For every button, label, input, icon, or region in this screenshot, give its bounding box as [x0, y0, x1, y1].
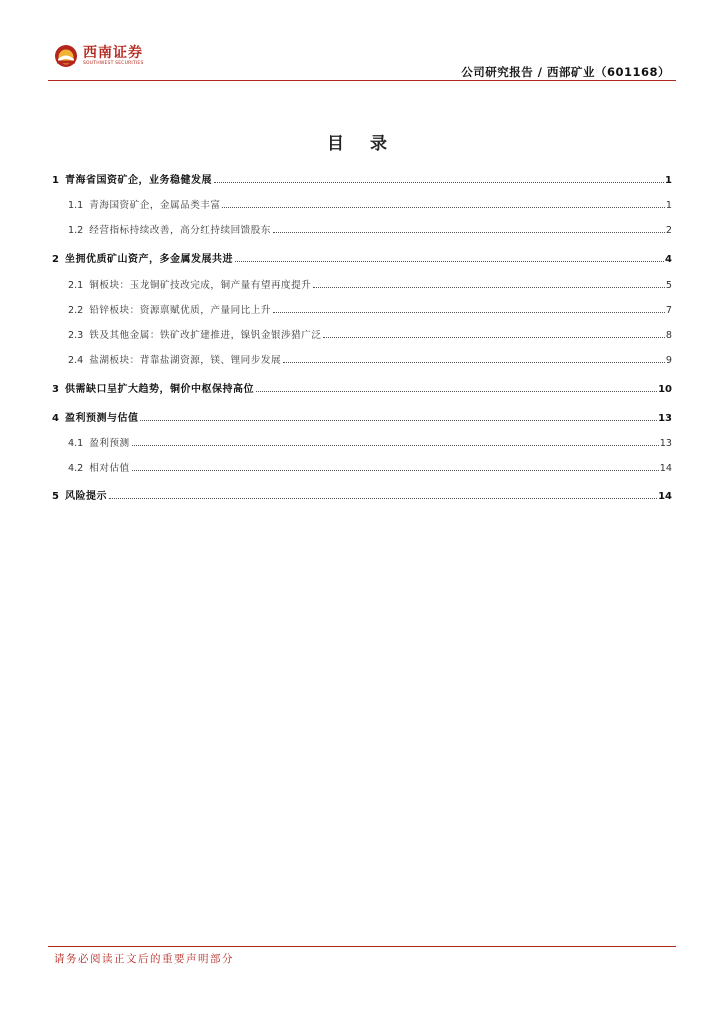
- toc-entry-number: 3: [52, 384, 59, 395]
- toc-leader-dots: [323, 336, 664, 338]
- company-logo: [54, 44, 144, 68]
- toc-entry-page: 9: [665, 355, 672, 366]
- toc-entry-page: 14: [658, 491, 672, 502]
- toc-entry[interactable]: [52, 325, 672, 341]
- toc-entry-text: 青海省国资矿企，业务稳健发展: [64, 175, 212, 186]
- toc-leader-dots: [214, 181, 664, 183]
- toc-entry[interactable]: [52, 249, 672, 265]
- toc-entry-page: 14: [659, 463, 672, 474]
- footer-disclaimer: 请务必阅读正文后的重要声明部分: [54, 953, 234, 965]
- toc-entry-text: 铜板块：玉龙铜矿技改完成，铜产量有望再度提升: [89, 280, 312, 291]
- toc-leader-dots: [222, 206, 664, 208]
- toc-entry[interactable]: [52, 408, 672, 424]
- toc-entry-number: 2: [52, 254, 59, 265]
- toc-entry-page: 13: [658, 413, 672, 424]
- toc-entry-page: 2: [665, 225, 672, 236]
- logo-english-name: SOUTHWEST SECURITIES: [83, 60, 144, 66]
- toc-entry-number: 2.3: [68, 330, 84, 341]
- page-header: [0, 0, 724, 82]
- toc-entry-page: 7: [665, 305, 672, 316]
- toc-entry-number: 4: [52, 413, 59, 424]
- toc-entry[interactable]: [52, 486, 672, 502]
- toc-entry-text: 青海国资矿企，金属品类丰富: [89, 200, 221, 211]
- toc-leader-dots: [235, 260, 664, 262]
- toc-entry-number: 1.1: [68, 200, 84, 211]
- toc-entry-text: 铅锌板块：资源禀赋优质，产量同比上升: [89, 305, 271, 316]
- toc-leader-dots: [273, 231, 665, 233]
- report-title: 公司研究报告 / 西部矿业（601168）: [461, 65, 670, 79]
- toc-leader-dots: [313, 286, 665, 288]
- logo-emblem-icon: [54, 44, 78, 68]
- toc-entry-text: 坐拥优质矿山资产，多金属发展共进: [64, 254, 233, 265]
- toc-entry-text: 风险提示: [64, 491, 107, 502]
- toc-entry-number: 1.2: [68, 225, 84, 236]
- toc-entry-number: 5: [52, 491, 59, 502]
- logo-chinese-name: 西南证券: [83, 44, 143, 61]
- toc-leader-dots: [273, 311, 665, 313]
- toc-entry-number: 2.2: [68, 305, 84, 316]
- toc-leader-dots: [132, 469, 659, 471]
- toc-entry-page: 10: [658, 384, 672, 395]
- toc-entry-page: 1: [665, 200, 672, 211]
- header-divider: [48, 80, 676, 81]
- toc-entry-page: 5: [665, 280, 672, 291]
- toc-entry-page: 4: [665, 254, 672, 265]
- toc-entry[interactable]: [52, 379, 672, 395]
- toc-entry-number: 2.1: [68, 280, 84, 291]
- toc-entry-text: 盈利预测: [89, 438, 130, 449]
- toc-entry-number: 2.4: [68, 355, 84, 366]
- toc-leader-dots: [283, 361, 665, 363]
- toc-entry-page: 13: [659, 438, 672, 449]
- toc-entry-number: 1: [52, 175, 59, 186]
- toc-entry-text: 铁及其他金属：铁矿改扩建推进，镍钒金银涉猎广泛: [89, 330, 322, 341]
- toc-title: 目 录: [327, 134, 397, 154]
- toc-entry-page: 8: [665, 330, 672, 341]
- toc-entry-number: 4.2: [68, 463, 84, 474]
- toc-entry[interactable]: [52, 300, 672, 316]
- toc-entry-text: 盐湖板块：背靠盐湖资源，镁、锂同步发展: [89, 355, 282, 366]
- toc-entry-page: 1: [665, 175, 672, 186]
- toc-entry[interactable]: [52, 195, 672, 211]
- toc-leader-dots: [256, 390, 657, 392]
- toc-entry[interactable]: [52, 458, 672, 474]
- toc-entry-number: 4.1: [68, 438, 84, 449]
- toc-leader-dots: [109, 497, 657, 499]
- toc-entry-text: 经营指标持续改善，高分红持续回馈股东: [89, 225, 271, 236]
- toc-entry[interactable]: [52, 275, 672, 291]
- toc-leader-dots: [132, 444, 659, 446]
- toc-entry[interactable]: [52, 433, 672, 449]
- toc-entry-text: 盈利预测与估值: [64, 413, 139, 424]
- toc-entry-text: 相对估值: [89, 463, 130, 474]
- toc-leader-dots: [140, 419, 657, 421]
- footer-divider: [48, 946, 676, 947]
- toc-entry[interactable]: [52, 170, 672, 186]
- toc-entry[interactable]: [52, 220, 672, 236]
- toc-entry[interactable]: [52, 350, 672, 366]
- toc-entry-text: 供需缺口呈扩大趋势，铜价中枢保持高位: [64, 384, 254, 395]
